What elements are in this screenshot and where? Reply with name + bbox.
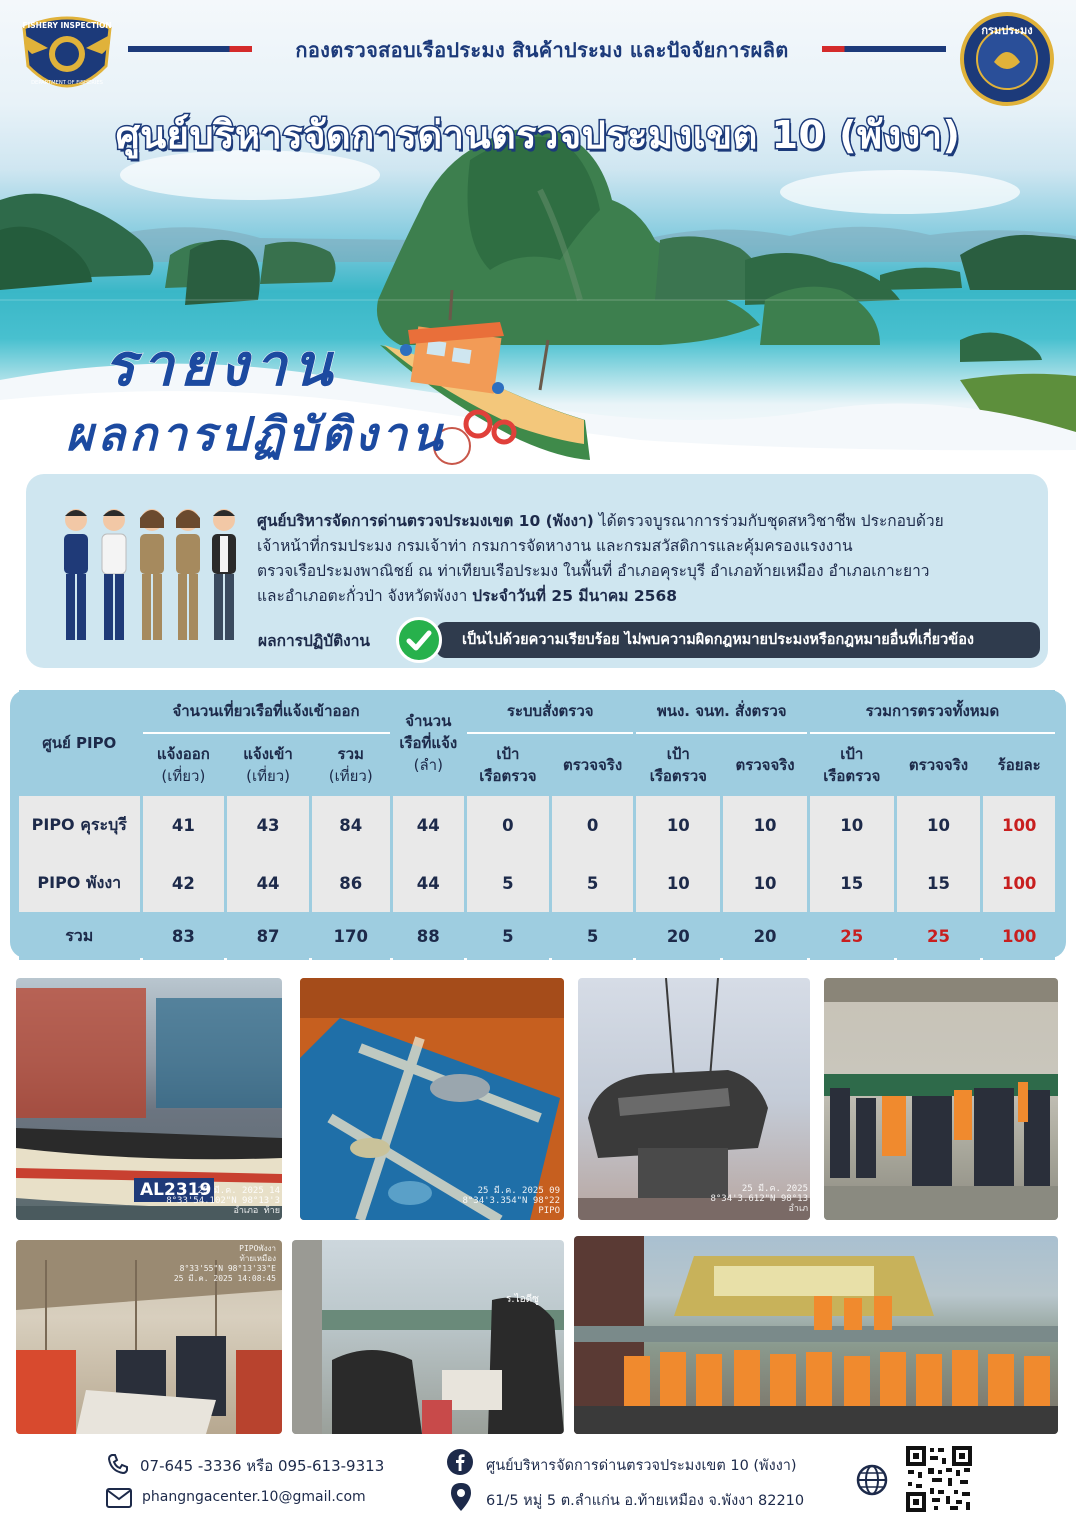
col-header-boats-1: จำนวน — [405, 712, 452, 730]
department-of-fisheries-seal — [958, 12, 1056, 106]
location-pin-icon — [450, 1482, 472, 1512]
photo-document-check — [16, 1240, 282, 1434]
page-title: ศูนย์บริหารจัดการด่านตรวจประมงเขต 10 (พังงา) — [115, 113, 961, 157]
cell-off-actual: 10 — [723, 854, 807, 912]
col-header-sum-label: รวม — [337, 745, 364, 763]
col-header-off-target-1: เป้า — [666, 745, 690, 763]
report-date: ประจำวันที่ 25 มีนาคม 2568 — [472, 587, 678, 605]
result-status-text: เป็นไปด้วยความเรียบร้อย ไม่พบความผิดกฎหมายประมงหรือกฎหมายอื่นที่เกี่ยวข้อง — [462, 632, 974, 648]
address: 61/5 หมู่ 5 ต.ลำแก่น อ.ท้ายเหมือง จ.พังงา 82210 — [486, 1493, 805, 1509]
contact-email: phangngacenter.10@gmail.com — [142, 1489, 366, 1505]
summary-line-1: ได้ตรวจบูรณาการร่วมกับชุดสหวิชาชีพ ประกอบด้วย — [593, 512, 944, 530]
col-header-out-unit: (เที่ยว) — [161, 767, 206, 785]
vest-label: ร.ไอดีซู — [506, 1294, 539, 1305]
agency-name: กองตรวจสอบเรือประมง สินค้าประมง และปัจจัยการผลิต — [295, 38, 789, 62]
col-header-sum-unit: (เที่ยว) — [328, 767, 373, 785]
photo-timestamp: PIPOพังงา ท้ายเหมือง 8°33'55"N 98°13'33"E 25 มี.ค. 2025 14:08:45 — [173, 1244, 276, 1283]
cell-sum: 86 — [312, 854, 390, 912]
col-header-trips: จำนวนเที่ยวเรือที่แจ้งเข้าออก — [143, 690, 390, 734]
col-header-in-unit: (เที่ยว) — [246, 767, 291, 785]
total-sys-target: 5 — [467, 912, 549, 960]
facebook-page: ศูนย์บริหารจัดการด่านตรวจประมงเขต 10 (พังงา) — [486, 1458, 797, 1474]
cell-sys-actual: 5 — [552, 854, 634, 912]
col-header-center: ศูนย์ PIPO — [19, 690, 140, 796]
col-header-total: รวมการตรวจทั้งหมด — [810, 690, 1055, 734]
officer-inspection-shape — [292, 1240, 564, 1434]
total-out: 83 — [143, 912, 225, 960]
total-boats: 88 — [393, 912, 464, 960]
col-header-system: ระบบสั่งตรวจ — [467, 690, 633, 734]
col-header-percent: ร้อยละ — [983, 734, 1055, 796]
inspection-table — [16, 690, 1058, 960]
photo-fishing-boat — [16, 978, 282, 1220]
col-header-officer: พนง. จนท. สั่งตรวจ — [636, 690, 806, 734]
col-header-out-label: แจ้งออก — [156, 745, 210, 763]
total-name: รวม — [19, 912, 140, 960]
summary-text — [257, 509, 1027, 609]
cell-sys-actual: 0 — [552, 796, 634, 854]
total-sum: 170 — [312, 912, 390, 960]
photo-officer-inspection — [292, 1240, 564, 1434]
summary-line-2: เจ้าหน้าที่กรมประมง กรมเจ้าท่า กรมการจัดหางาน และกรมสวัสดิการและคุ้มครองแรงงาน — [257, 537, 853, 555]
total-in: 87 — [227, 912, 309, 960]
cell-percent: 100 — [983, 796, 1055, 854]
col-header-boats-unit: (ลำ) — [413, 756, 443, 774]
cell-out: 41 — [143, 796, 225, 854]
cell-tot-actual: 15 — [897, 854, 981, 912]
photo-fish-hold — [300, 978, 564, 1220]
col-header-in-label: แจ้งเข้า — [243, 745, 293, 763]
svg-text:DEPARTMENT OF FISHERIES: DEPARTMENT OF FISHERIES — [31, 80, 103, 86]
cell-sys-target: 5 — [467, 854, 549, 912]
header-rule-right — [822, 46, 946, 52]
qr-code[interactable] — [904, 1444, 974, 1514]
report-heading: รายงาน — [104, 331, 339, 399]
col-header-sys-actual: ตรวจจริง — [552, 734, 634, 796]
result-label: ผลการปฏิบัติงาน — [258, 632, 371, 650]
results-heading: ผลการปฏิบัติงาน — [66, 407, 447, 461]
summary-line-4: และอำเภอตะกั่วป่า จังหวัดพังงา — [257, 587, 473, 605]
photo-timestamp: 25 มี.ค. 2025 09 8°34'3.354"N 98°22 PIPO — [462, 1186, 560, 1216]
col-header-out — [143, 734, 225, 796]
col-header-tot-target-1: เป้า — [840, 745, 864, 763]
cell-out: 42 — [143, 854, 225, 912]
col-header-tot-target — [810, 734, 894, 796]
total-tot-target: 25 — [810, 912, 894, 960]
cell-boats: 44 — [393, 796, 464, 854]
facebook-icon — [446, 1448, 474, 1476]
photo-timestamp: 25 มี.ค. 2025 8°34'3.612"N 98°13 อำเภ — [710, 1184, 808, 1214]
total-off-actual: 20 — [723, 912, 807, 960]
col-header-off-actual: ตรวจจริง — [723, 734, 807, 796]
table-row — [19, 854, 1055, 912]
col-header-sys-target-1: เป้า — [496, 745, 520, 763]
multidisciplinary-team-illustration — [54, 504, 240, 648]
col-header-boats — [393, 690, 464, 796]
fish-hold-shape — [300, 978, 564, 1220]
svg-text:FISHERY INSPECTION: FISHERY INSPECTION — [22, 21, 112, 30]
phone-icon — [106, 1452, 130, 1476]
crew-lineup-shape — [574, 1236, 1058, 1434]
col-header-tot-actual: ตรวจจริง — [897, 734, 981, 796]
total-tot-actual: 25 — [897, 912, 981, 960]
cell-sys-target: 0 — [467, 796, 549, 854]
row-name: PIPO คุระบุรี — [19, 796, 140, 854]
cell-percent: 100 — [983, 854, 1055, 912]
fishery-inspection-logo — [18, 14, 116, 100]
photo-vms-device — [578, 978, 810, 1220]
total-off-target: 20 — [636, 912, 720, 960]
col-header-sys-target — [467, 734, 549, 796]
cell-off-target: 10 — [636, 796, 720, 854]
team-group-shape — [824, 978, 1058, 1220]
col-header-boats-2: เรือที่แจ้ง — [399, 734, 458, 752]
email-icon — [106, 1488, 132, 1508]
col-header-sys-target-2: เรือตรวจ — [479, 767, 537, 785]
checkmark-icon — [396, 617, 442, 663]
col-header-off-target — [636, 734, 720, 796]
col-header-sum — [312, 734, 390, 796]
total-percent: 100 — [983, 912, 1055, 960]
col-header-tot-target-2: เรือตรวจ — [823, 767, 881, 785]
total-row — [19, 912, 1055, 960]
contact-phone: 07-645 -3336 หรือ 095-613-9313 — [140, 1457, 385, 1475]
result-status-pill — [436, 622, 1040, 658]
photo-timestamp: 25 มี.ค. 2025 14 8°33'54.102"N 98°13'3 อำเภอ ท้าย — [166, 1186, 280, 1216]
total-sys-actual: 5 — [552, 912, 634, 960]
cell-sum: 84 — [312, 796, 390, 854]
cell-in: 43 — [227, 796, 309, 854]
row-name: PIPO พังงา — [19, 854, 140, 912]
photo-crew-lineup — [574, 1236, 1058, 1434]
cell-tot-actual: 10 — [897, 796, 981, 854]
photo-team-briefing — [824, 978, 1058, 1220]
svg-text:กรมประมง: กรมประมง — [981, 24, 1033, 37]
cell-tot-target: 10 — [810, 796, 894, 854]
summary-line-3: ตรวจเรือประมงพาณิชย์ ณ ท่าเทียบเรือประมง ในพื้นที่ อำเภอคุระบุรี อำเภอท้ายเหมือง อำเภอเกาะยาว — [257, 562, 930, 580]
table-row — [19, 796, 1055, 854]
cell-off-target: 10 — [636, 854, 720, 912]
hero-banner — [0, 0, 1076, 470]
boat-registration: AL2319 — [140, 1180, 212, 1200]
cell-in: 44 — [227, 854, 309, 912]
col-header-in — [227, 734, 309, 796]
globe-icon[interactable] — [856, 1464, 888, 1496]
cell-tot-target: 15 — [810, 854, 894, 912]
cell-off-actual: 10 — [723, 796, 807, 854]
header-rule-left — [128, 46, 252, 52]
col-header-off-target-2: เรือตรวจ — [649, 767, 707, 785]
cell-boats: 44 — [393, 854, 464, 912]
center-name: ศูนย์บริหารจัดการด่านตรวจประมงเขต 10 (พังงา) — [257, 512, 594, 530]
